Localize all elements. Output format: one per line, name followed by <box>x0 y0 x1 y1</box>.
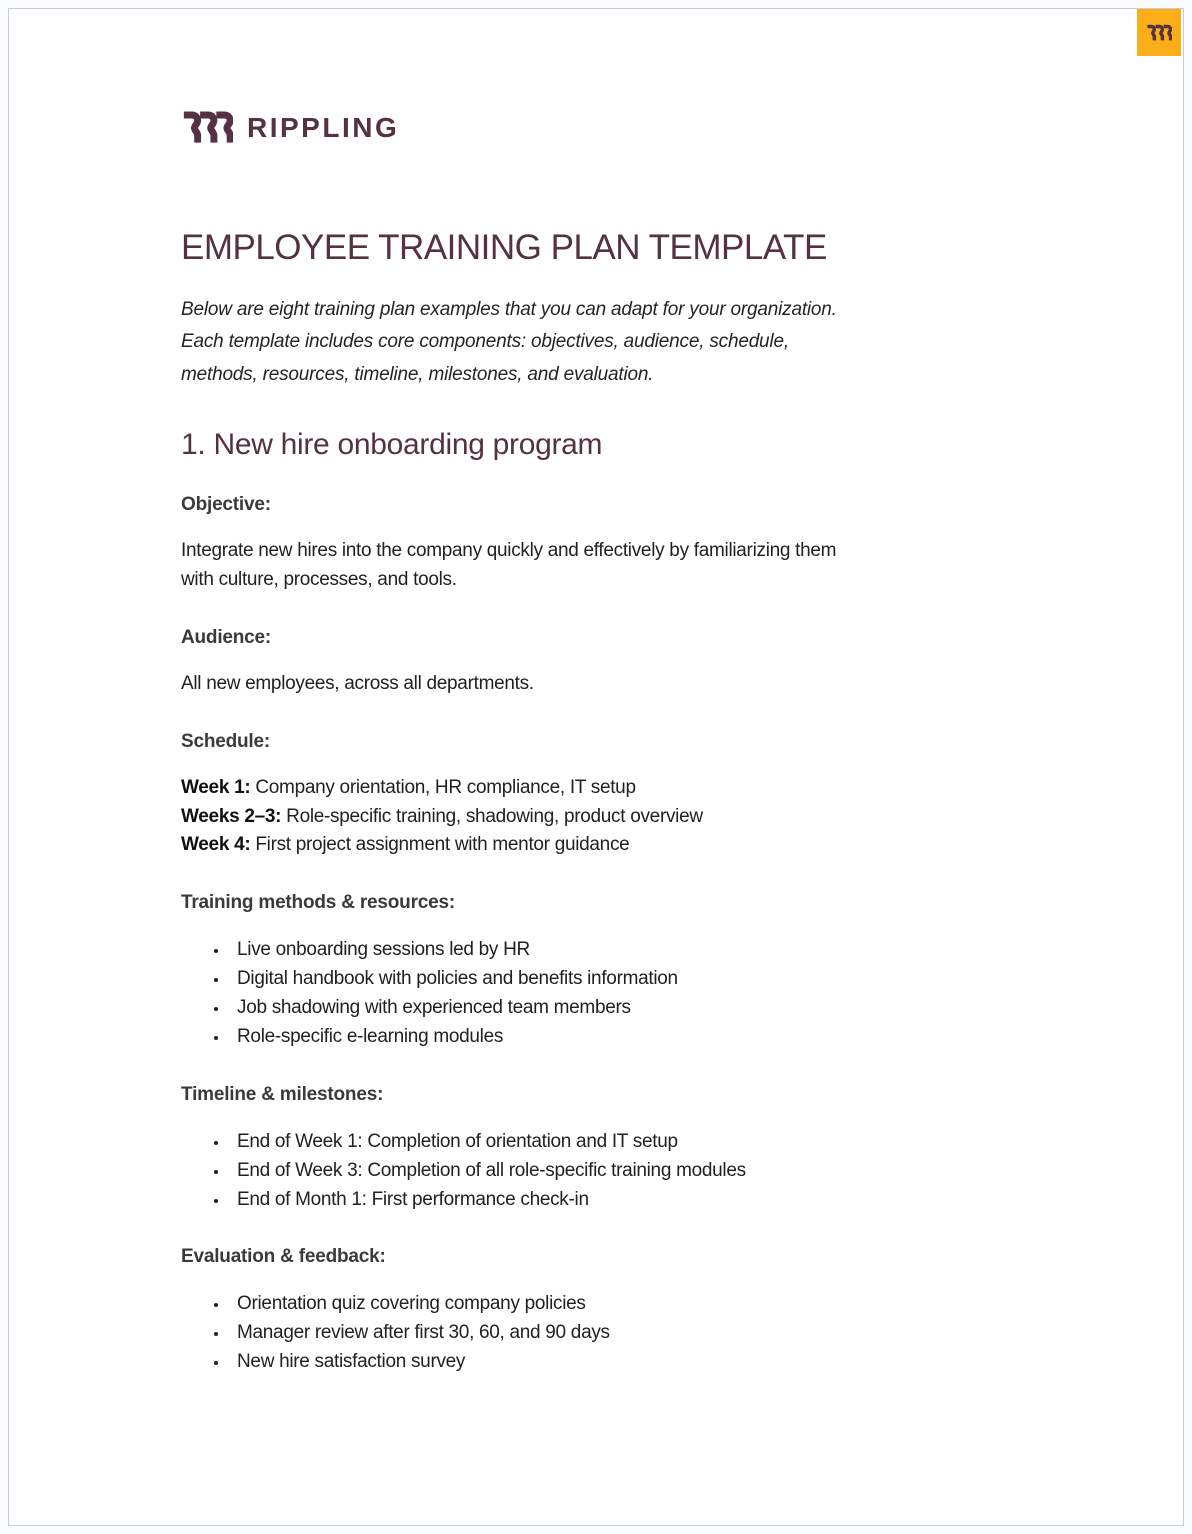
subsection-heading: Objective: <box>181 494 271 516</box>
bullet-item: • End of Week 1: Completion of orientation and IT setup <box>229 1127 849 1156</box>
corner-badge <box>1137 9 1181 56</box>
intro-paragraph: Below are eight training plan examples that you can adapt for your organization. Each template includes core components: objectives, audience, schedule, methods, resources, timeline, milestones, and evaluation. <box>181 298 837 385</box>
document-body <box>181 494 849 1376</box>
rippling-logo <box>181 109 849 147</box>
subsection-heading: Audience: <box>181 626 272 648</box>
schedule-lines: Week 1: Company orientation, HR compliance, IT setup Weeks 2–3: Role-specific training, shadowing, product overview Week 4: First project assignment with mentor guidance <box>181 776 703 856</box>
schedule-line-label: Week 1: <box>181 776 251 798</box>
rippling-logo-text: RIPPLING <box>247 112 400 143</box>
body-paragraph: Integrate new hires into the company quickly and effectively by familiarizing them with culture, processes, and tools. <box>181 540 837 590</box>
bullet-item: • Role-specific e-learning modules <box>229 1022 849 1051</box>
rippling-waves-icon <box>1146 23 1172 43</box>
bullet-list <box>181 1127 849 1214</box>
bullet-item: • Live onboarding sessions led by HR <box>229 935 849 964</box>
document-content <box>9 9 1019 1376</box>
section-heading: 1. New hire onboarding program <box>181 427 603 461</box>
subsection-heading: Evaluation & feedback: <box>181 1245 386 1267</box>
bullet-item: • End of Month 1: First performance check-in <box>229 1185 849 1214</box>
subsection-heading: Schedule: <box>181 730 270 752</box>
bullet-item: • Digital handbook with policies and benefits information <box>229 964 849 993</box>
schedule-line-label: Week 4: <box>181 834 251 856</box>
bullet-item: • End of Week 3: Completion of all role-specific training modules <box>229 1156 849 1185</box>
rippling-waves-icon <box>181 109 233 147</box>
schedule-line-label: Weeks 2–3: <box>181 805 282 827</box>
document-page <box>8 8 1184 1526</box>
subsection-heading: Timeline & milestones: <box>181 1083 384 1105</box>
bullet-item: • Orientation quiz covering company policies <box>229 1289 849 1318</box>
bullet-item: • Manager review after first 30, 60, and 90 days <box>229 1318 849 1347</box>
body-paragraph: All new employees, across all departments. <box>181 672 534 694</box>
bullet-list <box>181 1289 849 1376</box>
subsection-heading: Training methods & resources: <box>181 892 455 914</box>
bullet-list <box>181 935 849 1051</box>
document-title: EMPLOYEE TRAINING PLAN TEMPLATE <box>181 228 827 267</box>
bullet-item: • Job shadowing with experienced team members <box>229 993 849 1022</box>
bullet-item: • New hire satisfaction survey <box>229 1347 849 1376</box>
